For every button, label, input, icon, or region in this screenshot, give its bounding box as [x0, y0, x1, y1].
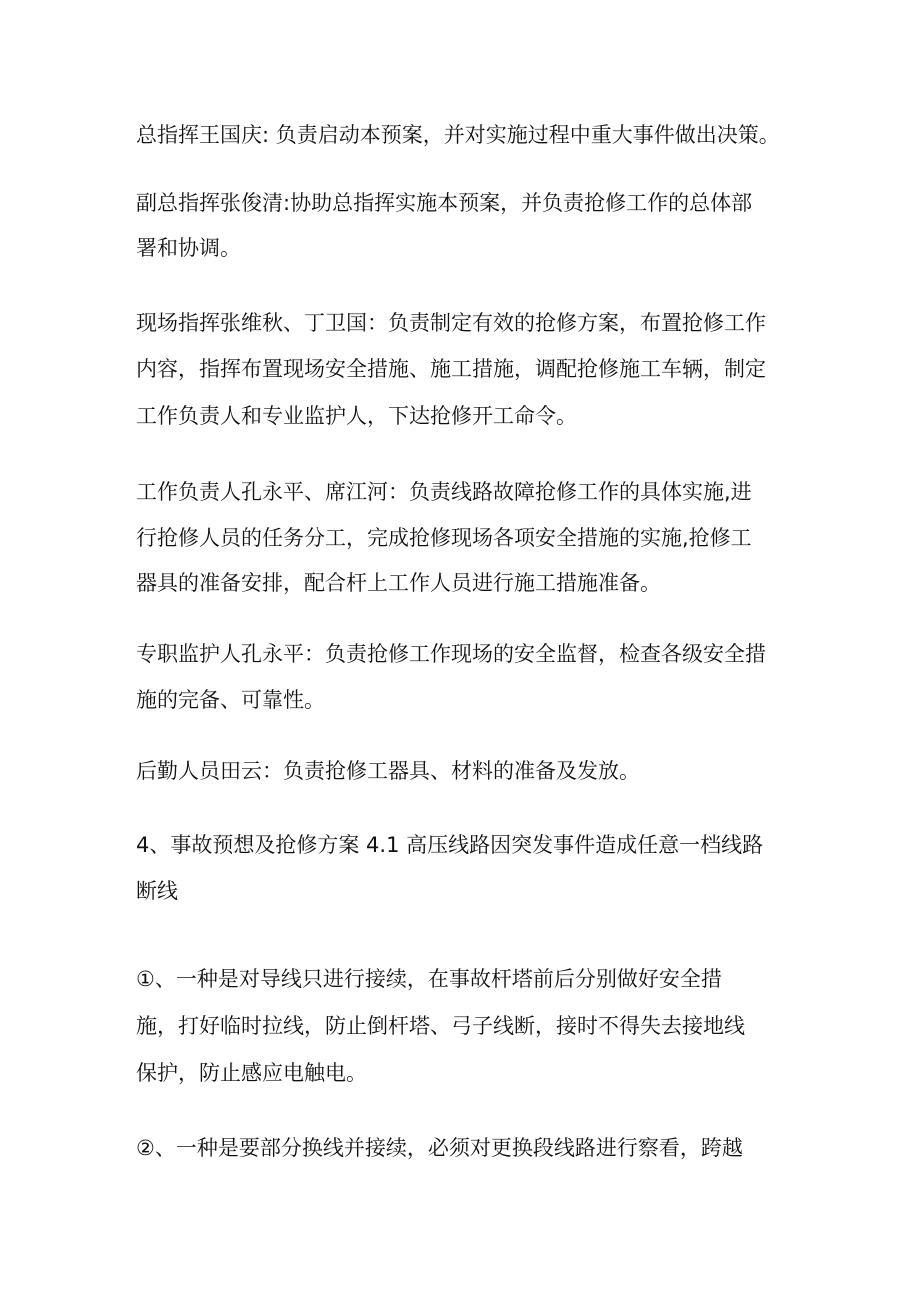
paragraph-deputy-commander-line-1: 副总指挥张俊清:协助总指挥实施本预案，并负责抢修工作的总体部 — [136, 191, 753, 215]
paragraph-logistics-line-1: 后勤人员田云：负责抢修工器具、材料的准备及发放。 — [136, 759, 640, 783]
paragraph-option-1-line-2: 施，打好临时拉线，防止倒杆塔、弓子线断，接时不得失去接地线 — [136, 1014, 745, 1038]
paragraph-work-leader-line-1: 工作负责人孔永平、席江河：负责线路故障抢修工作的具体实施,进 — [136, 480, 752, 504]
paragraph-site-commander-line-2: 内容，指挥布置现场安全措施、施工措施，调配抢修施工车辆，制定 — [136, 357, 766, 381]
paragraph-site-commander-line-3: 工作负责人和专业监护人，下达抢修开工命令。 — [136, 404, 577, 428]
paragraph-option-1-line-1: ①、一种是对导线只进行接续，在事故杆塔前后分别做好安全措 — [136, 967, 722, 991]
paragraph-deputy-commander-line-2: 署和协调。 — [136, 236, 241, 260]
paragraph-commander-line-1: 总指挥王国庆: 负责启动本预案，并对实施过程中重大事件做出决策。 — [136, 123, 780, 147]
paragraph-safety-supervisor-line-1: 专职监护人孔永平：负责抢修工作现场的安全监督，检查各级安全措 — [136, 642, 766, 666]
section-4-heading-line-1: 4、事故预想及抢修方案 4.1 高压线路因突发事件造成任意一档线路 — [136, 833, 764, 857]
paragraph-work-leader-line-3: 器具的准备安排，配合杆上工作人员进行施工措施准备。 — [136, 571, 661, 595]
paragraph-work-leader-line-2: 行抢修人员的任务分工，完成抢修现场各项安全措施的实施,抢修工 — [136, 526, 752, 550]
paragraph-option-2-line-1: ②、一种是要部分换线并接续，必须对更换段线路进行察看，跨越 — [136, 1136, 743, 1160]
section-4-heading-line-2: 断线 — [136, 879, 178, 903]
paragraph-safety-supervisor-line-2: 施的完备、可靠性。 — [136, 688, 325, 712]
paragraph-option-1-line-3: 保护，防止感应电触电。 — [136, 1061, 367, 1085]
paragraph-site-commander-line-1: 现场指挥张维秋、丁卫国：负责制定有效的抢修方案，布置抢修工作 — [136, 311, 766, 335]
